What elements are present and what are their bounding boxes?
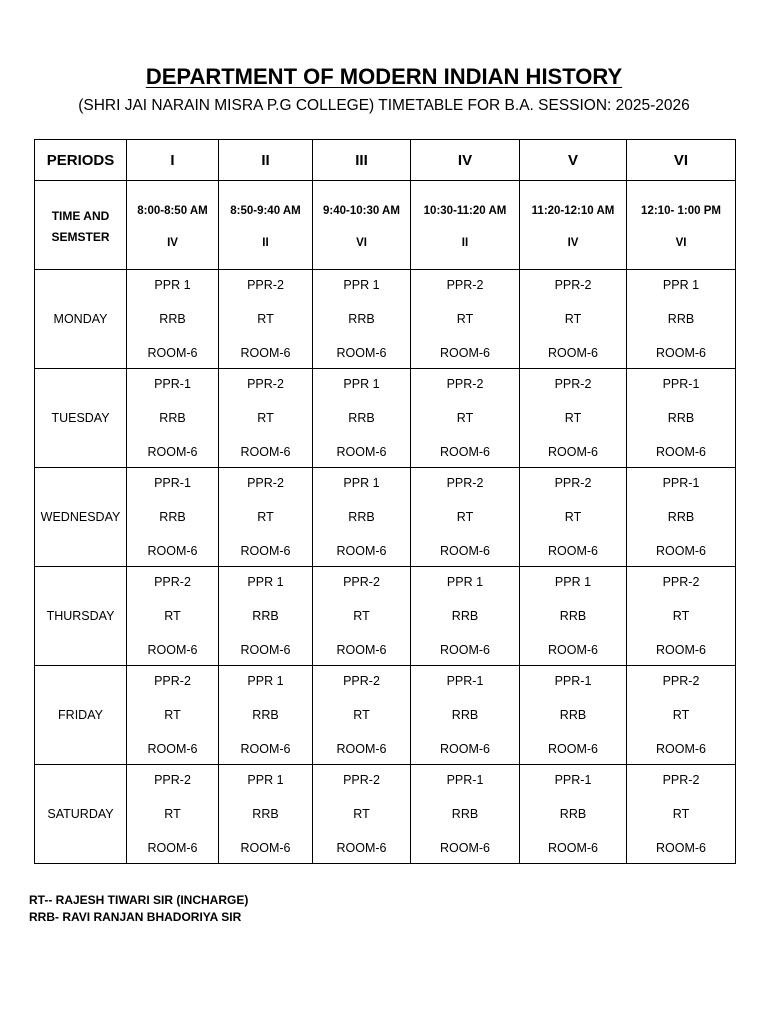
cell-paper: PPR-2 (154, 773, 191, 787)
cell-paper: PPR-2 (343, 773, 380, 787)
cell-teacher: RRB (559, 807, 587, 821)
cell-teacher: RRB (451, 807, 479, 821)
cell-room: ROOM-6 (336, 742, 387, 756)
cell-teacher: RRB (559, 609, 587, 623)
cell-paper: PPR 1 (247, 773, 284, 787)
day-label: TUESDAY (35, 369, 127, 468)
cell-room: ROOM-6 (336, 841, 387, 855)
cell-paper: PPR 1 (343, 476, 380, 490)
semester-value: IV (167, 237, 178, 249)
period-header: VI (627, 140, 736, 181)
day-row (35, 369, 736, 468)
cell-paper: PPR-2 (446, 278, 484, 292)
cell-paper: PPR-1 (662, 476, 700, 490)
cell-room: ROOM-6 (336, 445, 387, 459)
schedule-cell (127, 468, 219, 567)
time-slot: 8:50-9:40 AM (230, 205, 301, 217)
schedule-cell (127, 765, 219, 864)
time-semester-label (35, 181, 127, 270)
schedule-cell (219, 369, 313, 468)
day-label: WEDNESDAY (35, 468, 127, 567)
legend-rt: RT-- RAJESH TIWARI SIR (INCHARGE) (29, 893, 249, 907)
cell-paper: PPR-2 (247, 476, 284, 490)
schedule-cell (627, 468, 736, 567)
cell-teacher: RT (164, 807, 181, 821)
time-semester-row (35, 181, 736, 270)
day-row (35, 468, 736, 567)
semester-value: II (262, 237, 269, 249)
cell-room: ROOM-6 (548, 841, 598, 855)
schedule-cell (627, 765, 736, 864)
cell-teacher: RRB (559, 708, 587, 722)
schedule-cell (411, 567, 520, 666)
cell-paper: PPR-2 (343, 575, 380, 589)
semester-label-line: SEMSTER (51, 230, 110, 244)
cell-room: ROOM-6 (656, 544, 706, 558)
cell-room: ROOM-6 (656, 643, 706, 657)
schedule-cell (219, 666, 313, 765)
cell-paper: PPR 1 (446, 575, 484, 589)
schedule-cell (219, 567, 313, 666)
cell-teacher: RT (257, 312, 274, 326)
schedule-cell (520, 567, 627, 666)
schedule-cell (411, 369, 520, 468)
schedule-cell (520, 468, 627, 567)
cell-teacher: RRB (159, 411, 186, 425)
cell-room: ROOM-6 (336, 643, 387, 657)
cell-teacher: RRB (348, 510, 375, 524)
cell-paper: PPR-2 (554, 278, 592, 292)
cell-room: ROOM-6 (240, 544, 291, 558)
schedule-cell (411, 666, 520, 765)
cell-teacher: RT (164, 609, 181, 623)
cell-room: ROOM-6 (440, 544, 490, 558)
cell-paper: PPR-2 (154, 674, 191, 688)
cell-paper: PPR-2 (662, 575, 700, 589)
cell-teacher: RT (456, 510, 474, 524)
schedule-cell (127, 567, 219, 666)
periods-label: PERIODS (35, 140, 127, 181)
schedule-cell (219, 270, 313, 369)
cell-paper: PPR-2 (662, 674, 700, 688)
schedule-cell (127, 270, 219, 369)
cell-paper: PPR 1 (154, 278, 191, 292)
cell-teacher: RRB (667, 312, 695, 326)
cell-paper: PPR-1 (554, 773, 592, 787)
cell-room: ROOM-6 (656, 841, 706, 855)
day-row (35, 567, 736, 666)
cell-paper: PPR 1 (554, 575, 592, 589)
cell-room: ROOM-6 (240, 346, 291, 360)
semester-value: IV (567, 237, 579, 249)
cell-room: ROOM-6 (240, 742, 291, 756)
cell-room: ROOM-6 (656, 445, 706, 459)
cell-paper: PPR 1 (247, 575, 284, 589)
cell-room: ROOM-6 (240, 445, 291, 459)
cell-teacher: RT (164, 708, 181, 722)
cell-teacher: RT (564, 411, 582, 425)
cell-teacher: RRB (667, 411, 695, 425)
cell-paper: PPR-1 (154, 377, 191, 391)
cell-paper: PPR-2 (343, 674, 380, 688)
cell-paper: PPR-2 (247, 377, 284, 391)
cell-paper: PPR-2 (446, 377, 484, 391)
cell-room: ROOM-6 (147, 346, 198, 360)
cell-teacher: RT (456, 312, 474, 326)
cell-paper: PPR 1 (247, 674, 284, 688)
cell-teacher: RT (353, 708, 370, 722)
cell-room: ROOM-6 (440, 445, 490, 459)
schedule-cell (520, 666, 627, 765)
cell-room: ROOM-6 (147, 841, 198, 855)
cell-paper: PPR-1 (446, 674, 484, 688)
cell-teacher: RRB (252, 708, 279, 722)
day-label: MONDAY (35, 270, 127, 369)
cell-room: ROOM-6 (440, 346, 490, 360)
schedule-cell (520, 270, 627, 369)
cell-room: ROOM-6 (147, 544, 198, 558)
cell-room: ROOM-6 (147, 445, 198, 459)
cell-room: ROOM-6 (147, 643, 198, 657)
cell-teacher: RRB (451, 708, 479, 722)
schedule-cell (313, 369, 411, 468)
cell-paper: PPR-1 (554, 674, 592, 688)
schedule-cell (313, 468, 411, 567)
schedule-cell (520, 765, 627, 864)
cell-room: ROOM-6 (440, 841, 490, 855)
time-slot: 11:20-12:10 AM (531, 205, 615, 217)
cell-teacher: RRB (348, 312, 375, 326)
cell-room: ROOM-6 (336, 346, 387, 360)
cell-paper: PPR 1 (662, 278, 700, 292)
cell-room: ROOM-6 (548, 643, 598, 657)
cell-teacher: RRB (252, 807, 279, 821)
cell-paper: PPR 1 (343, 278, 380, 292)
day-row (35, 765, 736, 864)
cell-paper: PPR-1 (662, 377, 700, 391)
time-slot: 8:00-8:50 AM (137, 205, 208, 217)
page-subtitle: (SHRI JAI NARAIN MISRA P.G COLLEGE) TIMETABLE FOR B.A. SESSION: 2025-2026 (78, 97, 690, 114)
periods-header-row (35, 140, 736, 181)
cell-teacher: RRB (451, 609, 479, 623)
semester-value: II (461, 237, 469, 249)
cell-paper: PPR 1 (343, 377, 380, 391)
cell-room: ROOM-6 (656, 346, 706, 360)
cell-room: ROOM-6 (548, 445, 598, 459)
day-label: THURSDAY (35, 567, 127, 666)
cell-teacher: RT (564, 312, 582, 326)
cell-teacher: RRB (159, 510, 186, 524)
cell-room: ROOM-6 (656, 742, 706, 756)
cell-paper: PPR-2 (662, 773, 700, 787)
day-label: FRIDAY (35, 666, 127, 765)
period-header: II (219, 140, 313, 181)
timetable (34, 139, 736, 864)
time-slot: 9:40-10:30 AM (323, 205, 400, 217)
schedule-cell (627, 567, 736, 666)
cell-room: ROOM-6 (240, 841, 291, 855)
schedule-cell (313, 567, 411, 666)
schedule-cell (411, 468, 520, 567)
schedule-cell (411, 765, 520, 864)
schedule-cell (219, 765, 313, 864)
cell-room: ROOM-6 (240, 643, 291, 657)
cell-teacher: RT (353, 609, 370, 623)
schedule-cell (127, 369, 219, 468)
schedule-cell (627, 369, 736, 468)
page-title: DEPARTMENT OF MODERN INDIAN HISTORY (145, 64, 623, 89)
cell-room: ROOM-6 (440, 643, 490, 657)
cell-teacher: RT (257, 510, 274, 524)
cell-teacher: RT (672, 609, 690, 623)
cell-teacher: RRB (159, 312, 186, 326)
cell-room: ROOM-6 (548, 742, 598, 756)
cell-paper: PPR-1 (154, 476, 191, 490)
schedule-cell (313, 666, 411, 765)
schedule-cell (627, 666, 736, 765)
cell-teacher: RRB (252, 609, 279, 623)
cell-teacher: RT (672, 807, 690, 821)
cell-room: ROOM-6 (548, 544, 598, 558)
cell-room: ROOM-6 (548, 346, 598, 360)
cell-paper: PPR-1 (446, 773, 484, 787)
time-label-line: TIME AND (51, 209, 110, 223)
cell-teacher: RT (672, 708, 690, 722)
period-header: I (127, 140, 219, 181)
semester-value: VI (675, 237, 687, 249)
time-slot: 10:30-11:20 AM (423, 205, 507, 217)
schedule-cell (127, 666, 219, 765)
cell-room: ROOM-6 (147, 742, 198, 756)
cell-paper: PPR-2 (554, 476, 592, 490)
schedule-cell (520, 369, 627, 468)
schedule-cell (313, 765, 411, 864)
schedule-cell (411, 270, 520, 369)
schedule-cell (219, 468, 313, 567)
cell-room: ROOM-6 (336, 544, 387, 558)
legend-rrb: RRB- RAVI RANJAN BHADORIYA SIR (29, 910, 242, 924)
period-header: IV (411, 140, 520, 181)
cell-teacher: RRB (348, 411, 375, 425)
cell-paper: PPR-2 (554, 377, 592, 391)
cell-teacher: RT (456, 411, 474, 425)
cell-paper: PPR-2 (154, 575, 191, 589)
cell-paper: PPR-2 (247, 278, 284, 292)
schedule-cell (627, 270, 736, 369)
cell-paper: PPR-2 (446, 476, 484, 490)
period-header: V (520, 140, 627, 181)
schedule-cell (313, 270, 411, 369)
cell-teacher: RT (564, 510, 582, 524)
cell-teacher: RT (257, 411, 274, 425)
semester-value: VI (356, 237, 367, 249)
cell-room: ROOM-6 (440, 742, 490, 756)
day-label: SATURDAY (35, 765, 127, 864)
day-row (35, 270, 736, 369)
day-row (35, 666, 736, 765)
time-slot: 12:10- 1:00 PM (641, 205, 721, 217)
cell-teacher: RRB (667, 510, 695, 524)
cell-teacher: RT (353, 807, 370, 821)
period-header: III (313, 140, 411, 181)
